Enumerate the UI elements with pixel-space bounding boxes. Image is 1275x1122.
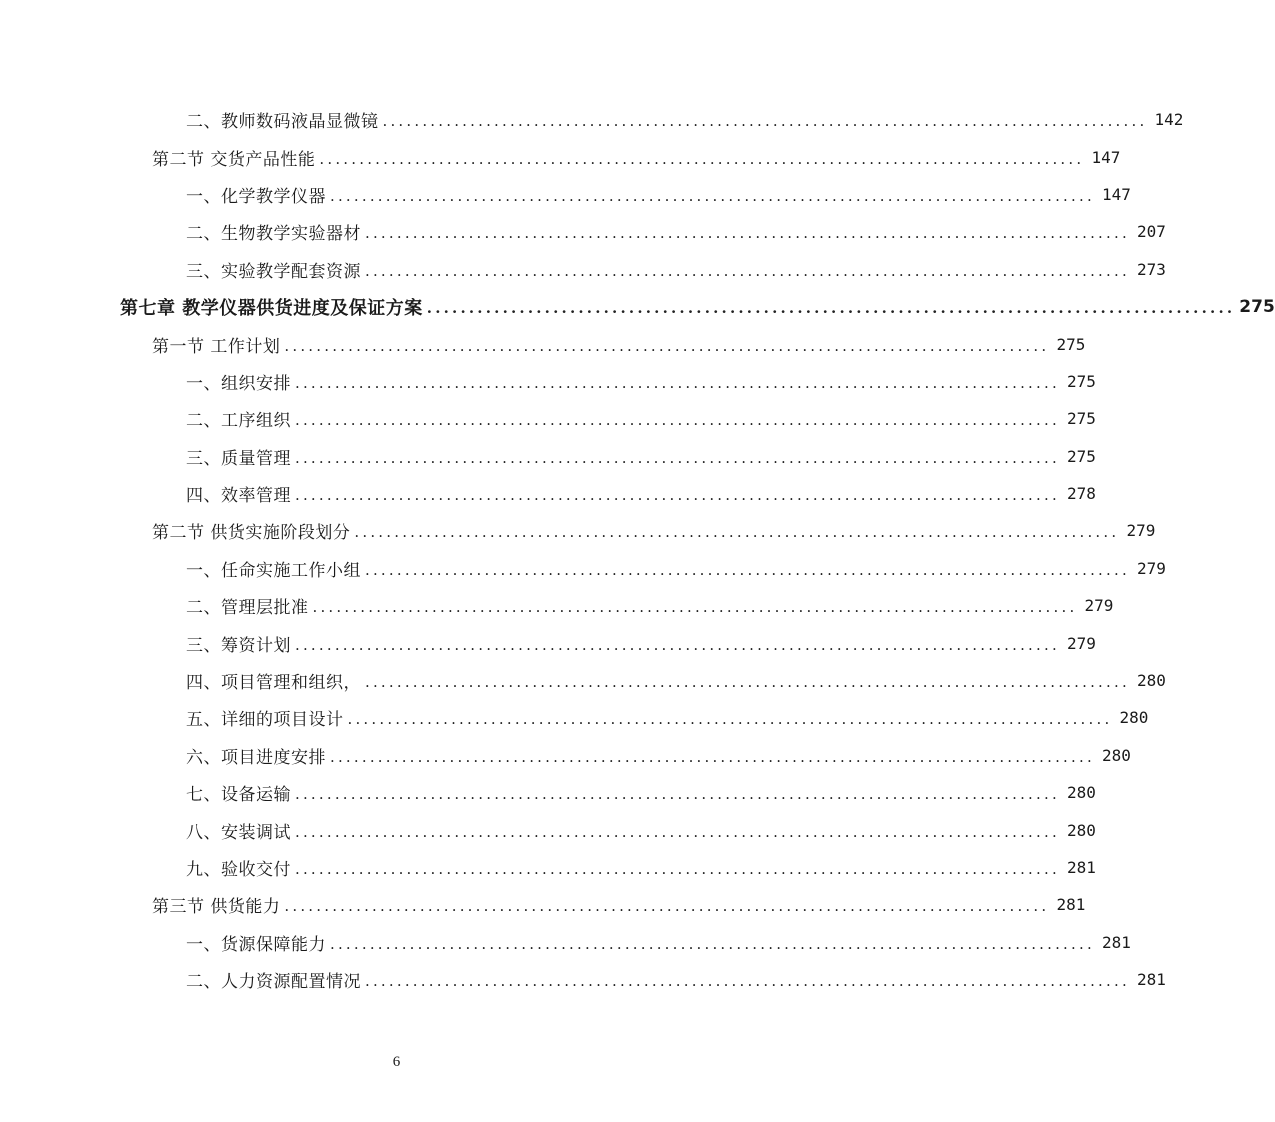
toc-entry-page: 281 (1137, 970, 1166, 990)
toc-entry[interactable] (0, 699, 1149, 736)
toc-entry-title: 六、项目进度安排 (186, 747, 326, 768)
toc-entry-page: 278 (1067, 484, 1096, 504)
toc-entry-title: 二、管理层批准 (186, 598, 309, 619)
toc-entry[interactable] (0, 400, 1096, 437)
toc-entry[interactable] (0, 624, 1096, 661)
toc-entry[interactable] (0, 774, 1096, 811)
toc-entry-title: 三、实验教学配套资源 (186, 261, 361, 282)
toc-entry-title: 第二节 交货产品性能 (152, 149, 316, 170)
toc-entry[interactable] (0, 176, 1131, 213)
toc-leader-dots: ................................................................................................ (284, 897, 1050, 916)
toc-entry-page: 281 (1102, 932, 1131, 952)
toc-leader-dots: ................................................................................................ (295, 448, 1060, 467)
toc-entry-title: 四、效率管理 (186, 486, 291, 507)
toc-leader-dots: ................................................................................................ (295, 373, 1060, 392)
toc-entry-page: 280 (1067, 783, 1096, 803)
toc-entry[interactable] (0, 737, 1131, 774)
toc-entry[interactable] (0, 924, 1131, 961)
toc-entry[interactable] (0, 138, 1121, 175)
toc-leader-dots: ................................................................................................ (365, 673, 1130, 692)
toc-entry-title: 五、详细的项目设计 (186, 710, 344, 731)
toc-leader-dots: ................................................................................................ (312, 598, 1078, 617)
toc-entry-page: 273 (1137, 259, 1166, 279)
toc-entry[interactable] (0, 512, 1156, 549)
page-number: 6 (392, 1054, 401, 1070)
toc-entry-page: 147 (1091, 147, 1121, 167)
toc-leader-dots: ................................................................................................ (319, 149, 1085, 168)
toc-entry-title: 二、教师数码液晶显微镜 (186, 112, 379, 133)
toc-entry[interactable] (0, 811, 1096, 848)
toc-leader-dots: ................................................................................................ (330, 747, 1095, 766)
toc-entry-page: 279 (1137, 558, 1166, 578)
toc-entry[interactable] (0, 961, 1166, 998)
toc-entry[interactable] (0, 475, 1096, 512)
toc-entry-page: 142 (1154, 110, 1184, 130)
toc-leader-dots: ................................................................................................ (284, 336, 1050, 355)
toc-leader-dots: ................................................................................................ (330, 186, 1095, 205)
toc-entry-title: 二、工序组织 (186, 411, 291, 432)
toc-entry-page: 275 (1239, 296, 1275, 317)
toc-leader-dots: ................................................................................................ (382, 112, 1148, 131)
toc-entry-page: 279 (1067, 633, 1096, 653)
toc-entry[interactable] (0, 886, 1086, 923)
toc-entry-title: 第一节 工作计划 (152, 336, 281, 357)
toc-entry[interactable] (0, 363, 1096, 400)
toc-entry-title: 七、设备运输 (186, 785, 291, 806)
toc-entry[interactable] (0, 438, 1096, 475)
toc-leader-dots: ................................................................................................ (354, 523, 1120, 542)
toc-entry-page: 147 (1102, 184, 1131, 204)
toc-entry-page: 279 (1084, 596, 1114, 616)
toc-entry-title: 八、安装调试 (186, 822, 291, 843)
toc-entry[interactable] (0, 325, 1086, 362)
toc-entry-title: 一、货源保障能力 (186, 934, 326, 955)
toc-leader-dots: ................................................................................................ (295, 411, 1060, 430)
toc-entry-page: 280 (1102, 745, 1131, 765)
toc-leader-dots: ................................................................................................ (295, 860, 1060, 878)
table-of-contents (0, 101, 1275, 998)
toc-entry-title: 第七章 教学仪器供货进度及保证方案 (120, 297, 423, 319)
toc-entry-title: 一、任命实施工作小组 (186, 560, 361, 581)
toc-leader-dots: ................................................................................................ (295, 822, 1060, 841)
toc-leader-dots: ................................................................................................ (347, 710, 1113, 729)
toc-entry[interactable] (0, 849, 1096, 886)
toc-entry-page: 275 (1067, 446, 1096, 466)
toc-entry-page: 279 (1126, 521, 1156, 541)
toc-leader-dots: ................................................................................................ (426, 299, 1236, 318)
toc-leader-dots: ................................................................................................ (365, 261, 1130, 280)
toc-entry-title: 第二节 供货实施阶段划分 (152, 523, 351, 544)
toc-entry-title: 三、质量管理 (186, 448, 291, 469)
toc-entry-title: 一、组织安排 (186, 373, 291, 394)
toc-entry[interactable] (0, 587, 1114, 624)
toc-entry-page: 275 (1056, 334, 1086, 354)
toc-entry-page: 280 (1067, 820, 1096, 840)
toc-entry-title: 二、人力资源配置情况 (186, 972, 361, 993)
toc-entry-page: 207 (1137, 222, 1166, 242)
toc-entry-title: 三、筹资计划 (186, 635, 291, 656)
toc-entry-page: 281 (1056, 895, 1086, 915)
toc-entry-title: 二、生物教学实验器材 (186, 224, 361, 245)
toc-entry[interactable] (0, 662, 1166, 699)
toc-entry[interactable] (0, 251, 1166, 288)
toc-entry-title: 第三节 供货能力 (152, 897, 281, 918)
toc-entry-page: 275 (1067, 371, 1096, 391)
toc-leader-dots: ................................................................................................ (365, 972, 1130, 991)
toc-entry-page: 275 (1067, 409, 1096, 429)
toc-entry-title: 四、项目管理和组织， (186, 673, 361, 694)
toc-entry-page: 281 (1067, 858, 1096, 877)
toc-entry-title: 九、验收交付 (186, 860, 291, 880)
toc-entry[interactable] (0, 213, 1166, 250)
toc-entry-page: 280 (1119, 708, 1149, 728)
toc-leader-dots: ................................................................................................ (295, 635, 1060, 654)
toc-leader-dots: ................................................................................................ (365, 224, 1130, 243)
toc-entry[interactable] (0, 550, 1166, 587)
toc-leader-dots: ................................................................................................ (365, 560, 1130, 579)
toc-entry-title: 一、化学教学仪器 (186, 186, 326, 207)
toc-leader-dots: ................................................................................................ (295, 486, 1060, 505)
toc-entry-page: 280 (1137, 671, 1166, 691)
toc-leader-dots: ................................................................................................ (330, 934, 1095, 953)
toc-chapter-entry[interactable] (0, 288, 1275, 325)
toc-leader-dots: ................................................................................................ (295, 785, 1060, 804)
toc-entry[interactable] (0, 101, 1184, 138)
